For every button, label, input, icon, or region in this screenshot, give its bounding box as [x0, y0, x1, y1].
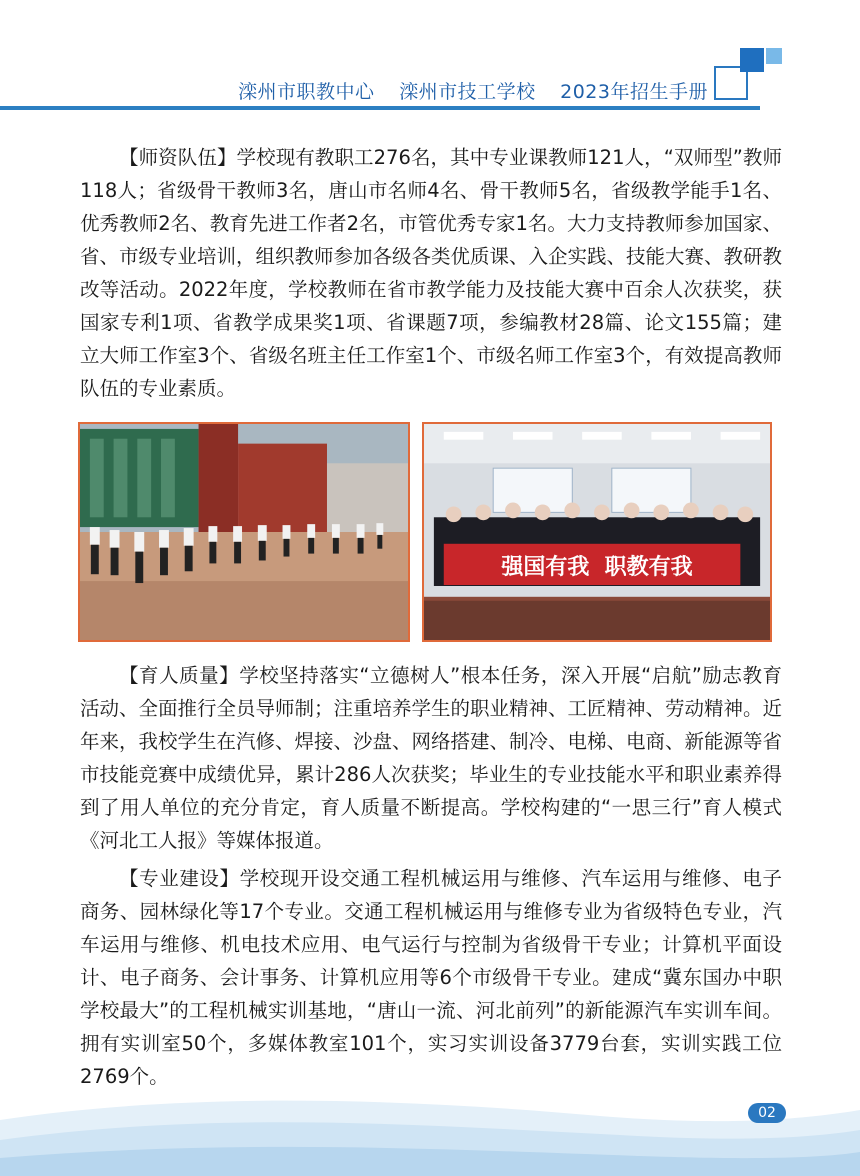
majors-lead: 【专业建设】 [119, 867, 240, 890]
quality-paragraph [80, 659, 782, 857]
header-title [238, 77, 726, 104]
logo-square-light [766, 48, 782, 64]
banner-group-photo [422, 422, 772, 642]
quality-lead: 【育人质量】 [119, 664, 240, 687]
logo-square-fill [740, 48, 764, 72]
quality-text: 学校坚持落实“立德树人”根本任务，深入开展“启航”励志教育活动、全面推行全员导师制；注重培养学生的职业精神、工匠精神、劳动精神。近年来，我校学生在汽修、焊接、沙盘、网络搭建、制冷、电梯、电商、新能源等省市技能竞赛中成绩优异，累计286人次获奖；毕业生的专业技能水平和职业素养得到了用人单位的充分肯定，育人质量不断提高。学校构建的“一思三行”育人模式《河北工人报》等媒体报道。 [80, 664, 783, 852]
faculty-lead: 【师资队伍】 [119, 146, 237, 169]
page-number: 02 [748, 1103, 786, 1123]
faculty-paragraph [80, 141, 782, 405]
header-school2: 滦州市技工学校 [399, 81, 536, 103]
faculty-text: 学校现有教职工276名，其中专业课教师121人，“双师型”教师118人；省级骨干教师3名，唐山市名师4名、骨干教师5名，省级教学能手1名、优秀教师2名、教育先进工作者2名，市管优秀专家1名。大力支持教师参加国家、省、市级专业培训，组织教师参加各级各类优质课、入企实践、技能大赛、教研教改等活动。2022年度，学校教师在省市教学能力及技能大赛中百余人次获奖，获国家专利1项、省教学成果奖1项、省课题7项，参编教材28篇、论文155篇；建立大师工作室3个、省级名班主任工作室1个、市级名师工作室3个，有效提高教师队伍的专业素质。 [80, 146, 783, 400]
header-rule [0, 106, 760, 110]
header-school1: 滦州市职教中心 [238, 81, 375, 103]
header-booklet: 2023年招生手册 [560, 81, 708, 103]
campus-ceremony-photo [78, 422, 410, 642]
footer-wave [0, 1080, 860, 1176]
majors-paragraph [80, 862, 782, 1093]
banner-text: 强国有我 职教有我 [501, 555, 693, 580]
majors-text: 学校现开设交通工程机械运用与维修、汽车运用与维修、电子商务、园林绿化等17个专业。交通工程机械运用与维修专业为省级特色专业，汽车运用与维修、机电技术应用、电气运行与控制为省级骨干专业；计算机平面设计、电子商务、会计事务、计算机应用等6个市级骨干专业。建成“冀东国办中职学校最大”的工程机械实训基地，“唐山一流、河北前列”的新能源汽车实训车间。拥有实训室50个，多媒体教室101个，实习实训设备3779台套，实训实践工位2769个。 [80, 867, 782, 1088]
